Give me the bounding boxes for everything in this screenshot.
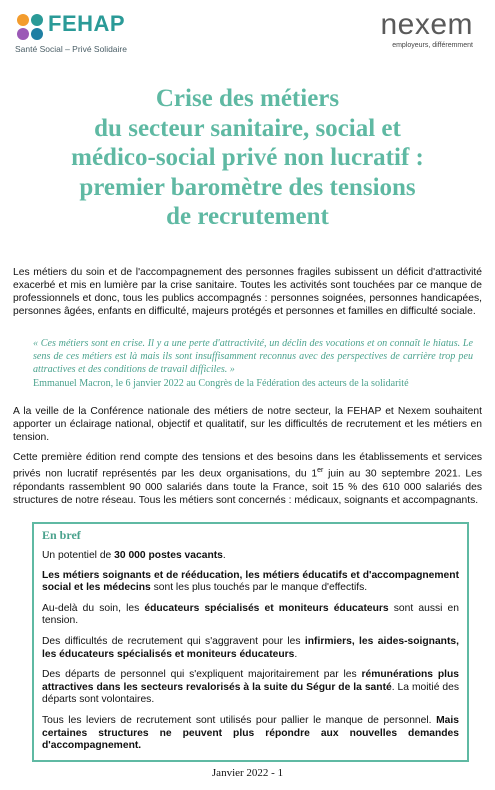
summary-item: Tous les leviers de recrutement sont utilisés pour pallier le manque de personnel. Mais certaines structures ne peuvent plus répondre aux nouvelles demandes d'accompagnement. — [42, 714, 459, 752]
title-line: de recrutement — [166, 203, 329, 230]
scope-text: Cette première édition rend compte des tensions et des besoins dans les établissements et services privés non lucratif représentés par les deux organisations, du 1 — [13, 452, 482, 480]
title-line: du secteur sanitaire, social et — [94, 114, 401, 142]
title-line: Crise des métiers — [155, 85, 340, 112]
context-paragraph: A la veille de la Conférence nationale des métiers de notre secteur, la FEHAP et Nexem souhaitent apporter un éclairage national, objectif et qualitatif, sur les difficultés de recrutement et les métiers en tension. — [13, 406, 482, 444]
fehap-mark-icon — [15, 12, 45, 42]
summary-item: Les métiers soignants et de rééducation, les métiers éducatifs et d'accompagnement social et les médecins sont les plus touchés par le manque d'effectifs. — [42, 569, 459, 594]
summary-box — [32, 522, 469, 762]
summary-item: Des départs de personnel qui s'expliquent majoritairement par les rémunérations plus attractives dans les secteurs revalorisés à la suite du Ségur de la santé. La moitié des départs sont volontaires. — [42, 669, 459, 706]
quote-block — [33, 337, 473, 390]
quote-attribution: Emmanuel Macron, le 6 janvier 2022 au Congrès de la Fédération des acteurs de la solidarité — [33, 377, 409, 389]
summary-item: Au-delà du soin, les éducateurs spécialisés et moniteurs éducateurs sont aussi en tension. — [42, 602, 459, 627]
nexem-tagline: employeurs, différemment — [392, 42, 473, 49]
document-title — [20, 84, 475, 232]
quote-text: « Ces métiers sont en crise. Il y a une perte d'attractivité, un déclin des vocations et on connaît le hiatus. Le sens de ces métiers est là mais ils sont insuffisamment reconnus avec des perspectives de carrière trop peu attractives et des conditions de travail difficiles. » — [33, 338, 473, 376]
fehap-logo — [15, 10, 165, 54]
scope-text-rest: juin au 30 septembre 2021. Les répondants rassemblent 90 000 salariés dans toute la France, soit 15 % des 610 000 salariés des structures de notre réseau. Tous les métiers sont concernés : médicaux, soignants et accompagnants. — [13, 468, 482, 506]
nexem-name: nexem — [380, 8, 473, 41]
title-line: médico-social privé non lucratif : — [71, 144, 424, 171]
fehap-name: FEHAP — [48, 11, 126, 36]
nexem-logo — [353, 10, 473, 50]
summary-item: Des difficultés de recrutement qui s'aggravent pour les infirmiers, les aides-soignants, les éducateurs spécialisés et moniteurs éducateurs. — [42, 635, 459, 660]
title-line: premier baromètre des tensions — [79, 173, 416, 201]
scope-paragraph — [13, 451, 482, 507]
summary-title: En bref — [42, 528, 81, 542]
scope-sup: er — [317, 467, 324, 475]
summary-item: Un potentiel de 30 000 postes vacants. — [42, 550, 226, 561]
page-footer: Janvier 2022 - 1 — [211, 767, 284, 779]
intro-paragraph: Les métiers du soin et de l'accompagnement des personnes fragiles subissent un déficit d'attractivité exacerbé et mis en lumière par la crise sanitaire. Toutes les activités sont touchées par ce manque de professionnels et donc, tous les publics accompagnés : personnes soignées, personnes handicapées, personnes âgées, enfants en difficulté, majeurs protégés et personnes et familles en difficulté sociale. — [13, 267, 482, 318]
fehap-tagline: Santé Social – Privé Solidaire — [15, 44, 127, 54]
